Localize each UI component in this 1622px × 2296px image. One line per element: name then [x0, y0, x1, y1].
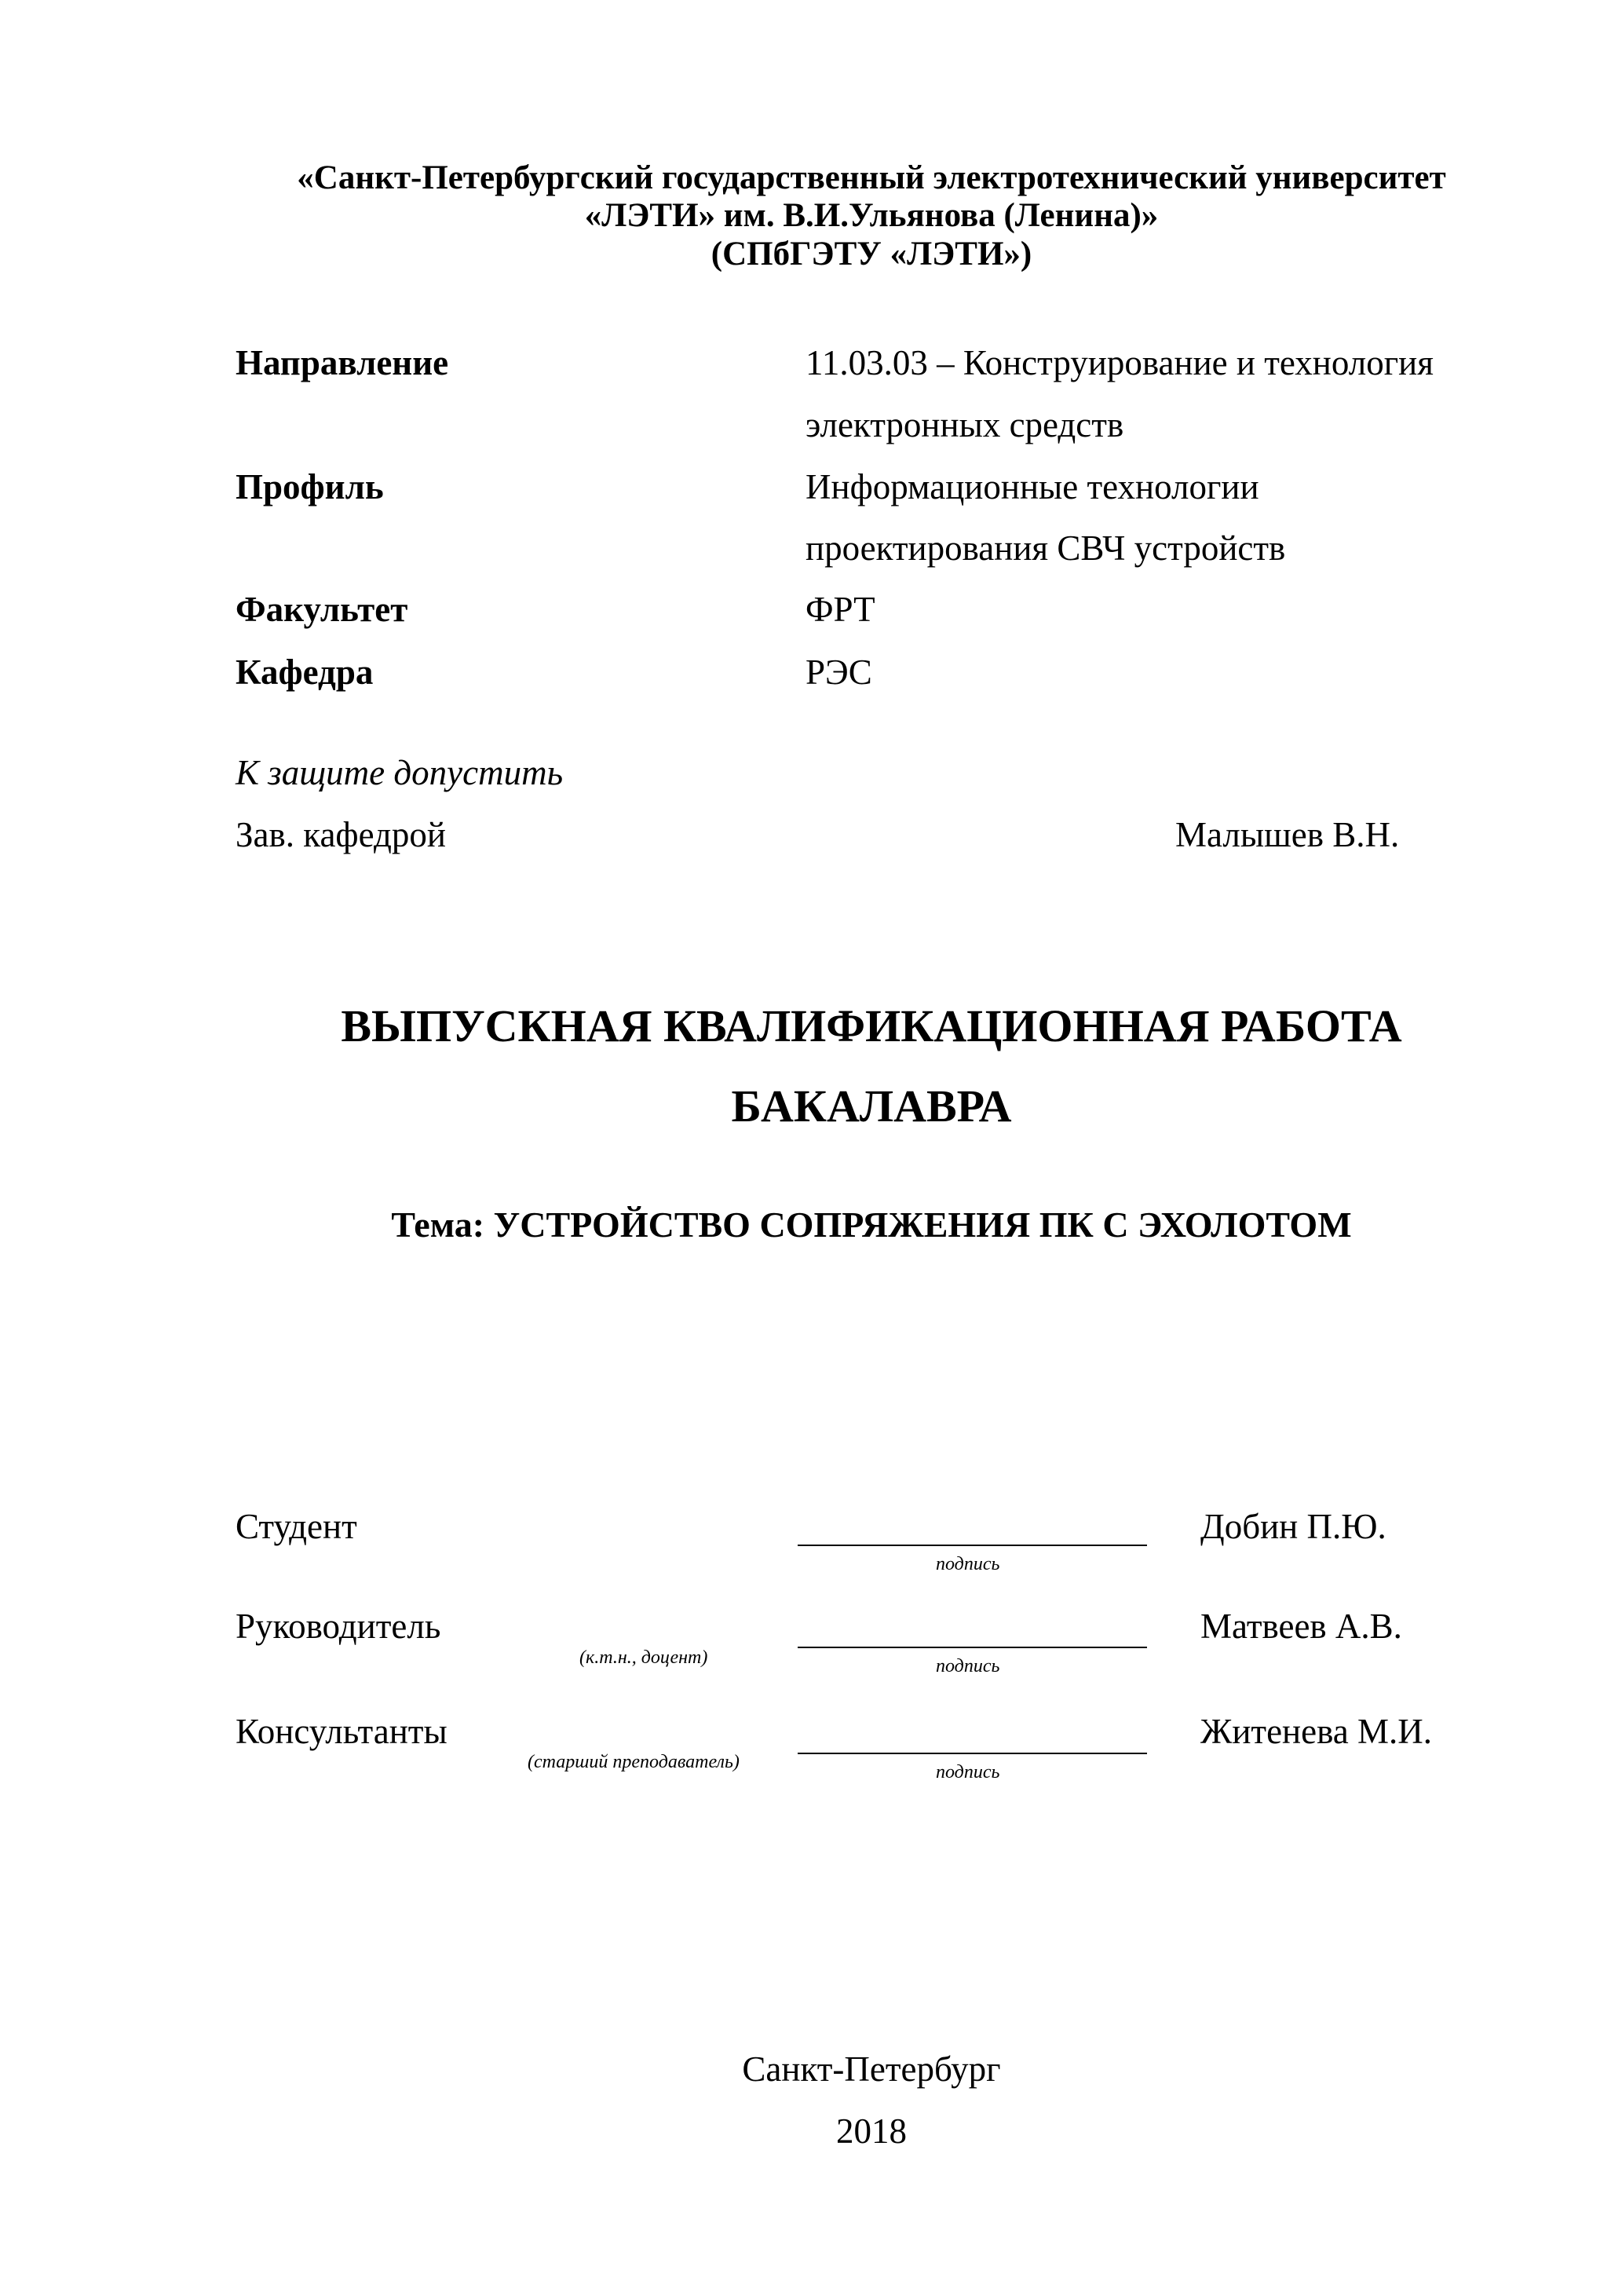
signature-role-student: Студент	[236, 1507, 357, 1546]
consultant-position: (старший преподаватель)	[528, 1752, 740, 1772]
label-faculty: Факультет	[236, 590, 408, 629]
signature-caption: подпись	[936, 1762, 1000, 1782]
approval-name: Малышев В.Н.	[1175, 815, 1400, 854]
value-profile-1: Информационные технологии	[806, 467, 1259, 506]
signature-role-supervisor: Руководитель	[236, 1607, 441, 1646]
label-direction: Направление	[236, 343, 449, 382]
value-direction-1: 11.03.03 – Конструирование и технология	[806, 343, 1434, 382]
supervisor-position: (к.т.н., доцент)	[579, 1647, 708, 1668]
signature-role-consultants: Консультанты	[236, 1712, 448, 1751]
signature-name-supervisor: Матвеев А.В.	[1200, 1607, 1402, 1646]
value-direction-2: электронных средств	[806, 405, 1124, 444]
topic: Тема: УСТРОЙСТВО СОПРЯЖЕНИЯ ПК С ЭХОЛОТОМ	[391, 1205, 1352, 1245]
signature-line	[798, 1753, 1147, 1754]
header-line-3: (СПбГЭТУ «ЛЭТИ»)	[711, 236, 1032, 272]
header-line-2: «ЛЭТИ» им. В.И.Ульянова (Ленина)»	[584, 197, 1159, 234]
signature-caption: подпись	[936, 1656, 1000, 1676]
signature-name-student: Добин П.Ю.	[1200, 1507, 1386, 1546]
title-line-1: ВЫПУСКНАЯ КВАЛИФИКАЦИОННАЯ РАБОТА	[341, 1000, 1402, 1051]
title-line-2: БАКАЛАВРА	[731, 1080, 1012, 1132]
signature-line	[798, 1545, 1147, 1546]
signature-line	[798, 1647, 1147, 1648]
approval-role: Зав. кафедрой	[236, 815, 446, 854]
approval-heading: К защите допустить	[236, 753, 564, 792]
signature-caption: подпись	[936, 1554, 1000, 1574]
header-line-1: «Санкт-Петербургский государственный электротехнический университет	[297, 159, 1446, 196]
year: 2018	[836, 2111, 907, 2151]
value-faculty: ФРТ	[806, 590, 875, 629]
signature-name-consultant: Житенева М.И.	[1200, 1712, 1432, 1751]
city: Санкт-Петербург	[742, 2049, 1001, 2089]
value-department: РЭС	[806, 653, 872, 692]
value-profile-2: проектирования СВЧ устройств	[806, 528, 1286, 568]
label-department: Кафедра	[236, 653, 374, 692]
label-profile: Профиль	[236, 467, 384, 506]
